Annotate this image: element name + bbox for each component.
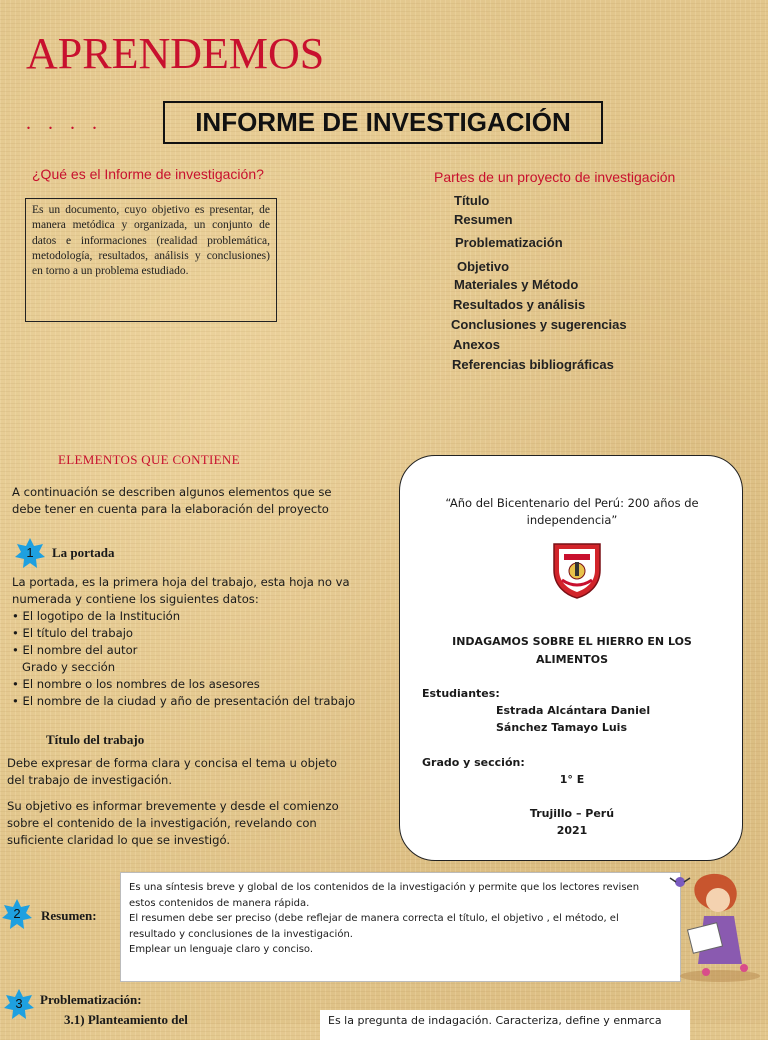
part-item: Título	[454, 193, 490, 208]
part-item: Materiales y Método	[454, 277, 579, 292]
cover-motto: “Año del Bicentenario del Perú: 200 años de independencia”	[445, 496, 699, 527]
cover-student: Sánchez Tamayo Luis	[496, 721, 627, 734]
portada-description: La portada, es la primera hoja del trabajo, esta hoja no va numerada y contiene los siguientes datos: • El logotipo de la Institución • El título del trabajo • El nombre del autor Grado y sección • El nombre o los nombres de los asesores • El nombre de la ciudad y año de presentación del trabajo	[12, 575, 356, 708]
definition-question: ¿Qué es el Informe de investigación?	[32, 166, 264, 182]
badge-number: 1	[26, 545, 34, 560]
number-badge-1	[15, 538, 45, 572]
elements-intro: A continuación se describen algunos elementos que se debe tener en cuenta para la elaboración del proyecto	[12, 485, 332, 516]
problematizacion-subheading: 3.1) Planteamiento del	[64, 1012, 188, 1027]
titulo-paragraph-1: Debe expresar de forma clara y concisa el tema u objeto del trabajo de investigación.	[7, 756, 337, 787]
title-dots: . . . .	[26, 112, 103, 134]
cover-students-label: Estudiantes:	[422, 687, 500, 700]
badge-number: 2	[13, 906, 21, 921]
cover-project-title: INDAGAMOS SOBRE EL HIERRO EN LOS ALIMENTOS	[452, 635, 692, 666]
badge-number: 3	[15, 996, 23, 1011]
cover-example-card	[399, 455, 743, 861]
titulo-label: Título del trabajo	[46, 732, 145, 747]
part-item: Resultados y análisis	[453, 297, 586, 312]
titulo-paragraph-2: Su objetivo es informar brevemente y desde el comienzo sobre el contenido de la investigación, revelando con suficiente claridad lo que se investigó.	[7, 799, 339, 847]
reading-girl-icon	[660, 868, 768, 984]
part-item: Conclusiones y sugerencias	[451, 317, 627, 332]
cover-grade-label: Grado y sección:	[422, 756, 525, 769]
portada-bullet: • El nombre de la ciudad y año de presentación del trabajo	[12, 694, 356, 708]
definition-text-box: Es un documento, cuyo objetivo es presentar, de manera metódica y organizada, un conjunto de datos e informaciones (realidad problemática, metodología, resultados, análisis y conclusiones) en torno a un problema estudiado.	[25, 198, 277, 322]
number-badge-3	[4, 989, 34, 1023]
portada-label: La portada	[52, 545, 115, 560]
portada-bullet: • El nombre o los nombres de los asesores	[12, 677, 260, 691]
portada-bullet: • El logotipo de la Institución	[12, 609, 181, 623]
cover-year: 2021	[556, 824, 588, 837]
school-logo	[550, 540, 604, 604]
problematizacion-box: Es la pregunta de indagación. Caracteriza, define y enmarca	[320, 1010, 690, 1040]
number-badge-2	[2, 899, 32, 933]
portada-bullet: • El nombre del autor	[12, 643, 138, 657]
cover-city: Trujillo – Perú	[529, 807, 615, 820]
boxed-title: INFORME DE INVESTIGACIÓN	[163, 101, 603, 144]
resumen-label: Resumen:	[41, 908, 97, 923]
page-title: APRENDEMOS	[26, 29, 325, 78]
problematizacion-label: Problematización:	[40, 992, 142, 1007]
cover-student: Estrada Alcántara Daniel	[496, 704, 651, 717]
cover-grade-value: 1° E	[559, 773, 585, 786]
part-item: Referencias bibliográficas	[452, 357, 614, 372]
portada-bullet: • El título del trabajo	[12, 626, 134, 640]
elements-heading: ELEMENTOS QUE CONTIENE	[58, 452, 240, 467]
part-item: Problematización	[455, 235, 563, 250]
part-item: Objetivo	[457, 259, 510, 274]
resumen-box: Es una síntesis breve y global de los contenidos de la investigación y permite que los lectores revisen estos contenidos de manera rápida. El resumen debe ser preciso (debe reflejar de manera correcta el título, el objetivo , el método, el resultado y conclusiones de la investigación. Emplear un lenguaje claro y conciso.	[120, 872, 681, 982]
portada-bullet: Grado y sección	[22, 660, 116, 674]
part-item: Anexos	[453, 337, 500, 352]
reading-girl-illustration	[660, 868, 768, 988]
school-shield-icon	[550, 540, 604, 600]
parts-heading: Partes de un proyecto de investigación	[434, 169, 676, 185]
part-item: Resumen	[454, 212, 513, 227]
